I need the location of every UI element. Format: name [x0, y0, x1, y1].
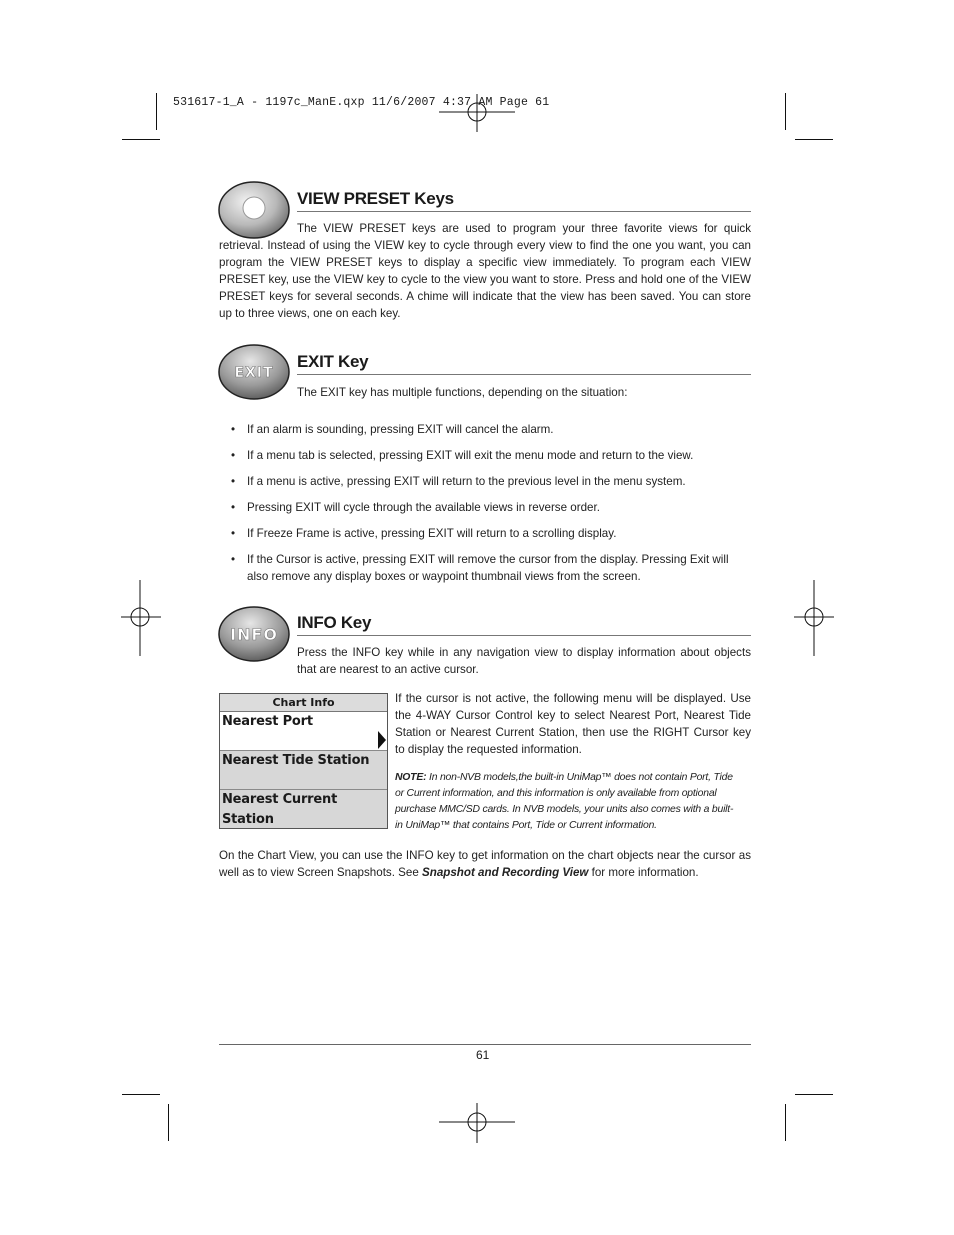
- registration-mark-right: [794, 580, 834, 656]
- right-arrow-icon: [378, 731, 386, 749]
- view-preset-heading: VIEW PRESET Keys: [297, 189, 454, 208]
- print-slug: 531617-1_A - 1197c_ManE.qxp 11/6/2007 4:37 AM Page 61: [173, 96, 550, 109]
- note-text: In non-NVB models,the built-in UniMap™ does not contain Port, Tide or Current information, and this information is only available from optional purchase MMC/SD cards. In NVB models, your units also comes with a built-in UniMap™ that contains Port, Tide or Current information.: [395, 772, 734, 831]
- exit-icon-label: EXIT: [234, 365, 274, 381]
- menu-item-label: Nearest Current Station: [222, 792, 338, 827]
- list-item: • If Freeze Frame is active, pressing EXIT will return to a scrolling display.: [219, 525, 751, 542]
- exit-rule: [297, 374, 751, 375]
- snapshot-reference: Snapshot and Recording View: [422, 866, 589, 879]
- info-icon-label: INFO: [230, 625, 278, 644]
- note-label: NOTE:: [395, 772, 427, 783]
- registration-mark-bottom: [439, 1103, 515, 1143]
- list-item: • If the Cursor is active, pressing EXIT will remove the cursor from the display. Pressing Exit will also remove any display boxes or waypoint thumbnail views from the screen.: [219, 551, 751, 585]
- exit-heading: EXIT Key: [297, 352, 369, 371]
- menu-title: Chart Info: [220, 694, 387, 712]
- list-item: • If an alarm is sounding, pressing EXIT will cancel the alarm.: [219, 421, 751, 438]
- info-closing: On the Chart View, you can use the INFO key to get information on the chart objects near the cursor as well as to view Screen Snapshots. See Snapshot and Recording View for more information.: [219, 849, 751, 879]
- list-item: • Pressing EXIT will cycle through the available views in reverse order.: [219, 499, 751, 516]
- registration-mark-left: [121, 580, 161, 656]
- exit-intro: The EXIT key has multiple functions, depending on the situation:: [297, 386, 628, 399]
- list-item: • If a menu is active, pressing EXIT will return to the previous level in the menu system.: [219, 473, 751, 490]
- info-heading: INFO Key: [297, 613, 372, 632]
- view-preset-rule: [297, 211, 751, 212]
- footer-rule: [219, 1044, 751, 1045]
- info-intro: Press the INFO key while in any navigation view to display information about objects that are nearest to an active cursor.: [297, 646, 751, 676]
- info-note: [395, 770, 737, 834]
- menu-item-label: Nearest Port: [222, 714, 313, 729]
- list-item: • If a menu tab is selected, pressing EXIT will exit the menu mode and return to the view.: [219, 447, 751, 464]
- menu-item-nearest-port[interactable]: [220, 712, 387, 751]
- info-side-text: If the cursor is not active, the following menu will be displayed. Use the 4-WAY Cursor Control key to select Nearest Port, Nearest Tide Station or Nearest Current Station, then use the RIGHT Cursor key to display the requested information.: [395, 692, 751, 756]
- exit-bullet-list: [219, 421, 751, 594]
- view-preset-body: The VIEW PRESET keys are used to program your three favorite views for quick retrieval. Instead of using the VIEW key to cycle through every view to find the one you want, you can program the VIEW PRESET keys to display a specific view immediately. To program each VIEW PRESET key, use the VIEW key to cycle to the view you want to store. Press and hold one of the VIEW PRESET keys for several seconds. A chime will indicate that the view has been saved. You can store up to three views, one on each key.: [219, 222, 751, 320]
- menu-item-label: Nearest Tide Station: [222, 753, 370, 768]
- exit-key-icon: [217, 343, 291, 401]
- info-key-icon: [217, 605, 291, 663]
- info-rule: [297, 635, 751, 636]
- page-number: 61: [476, 1048, 490, 1062]
- menu-item-nearest-tide-station[interactable]: [220, 751, 387, 790]
- chart-info-menu: [219, 693, 388, 829]
- menu-item-nearest-current-station[interactable]: [220, 790, 387, 828]
